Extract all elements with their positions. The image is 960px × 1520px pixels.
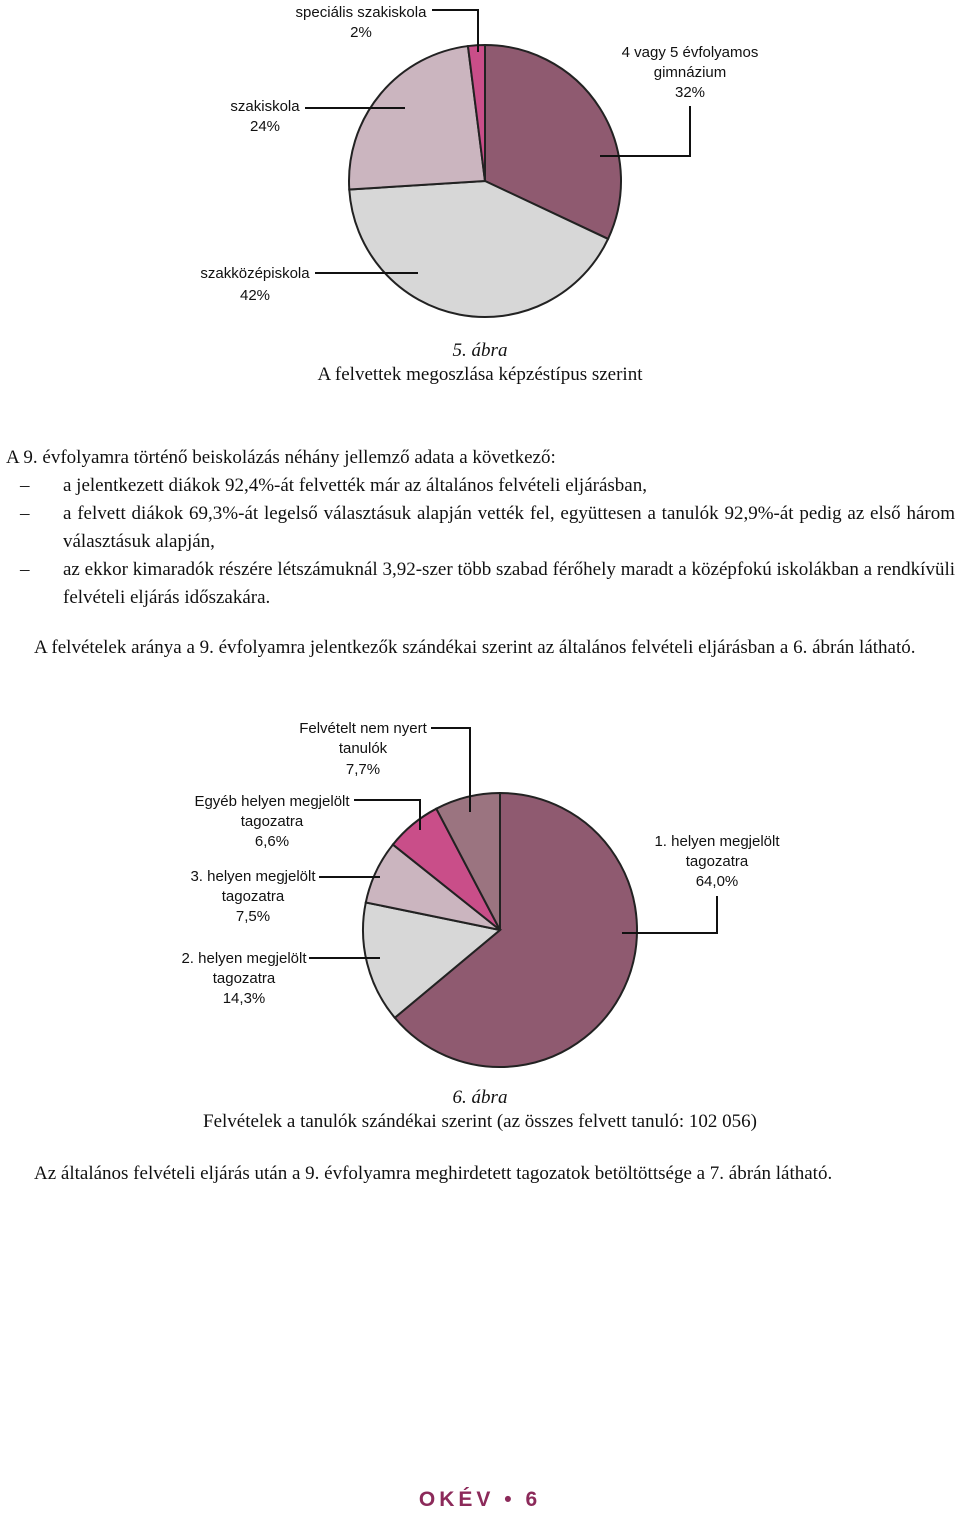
figure-5-title: A felvettek megoszlása képzéstípus szerint <box>317 364 643 385</box>
svg-text:szakközépiskola: szakközépiskola <box>200 265 310 282</box>
svg-text:3. helyen megjelölt: 3. helyen megjelölt <box>190 868 316 885</box>
label-elso-helyen <box>622 833 780 933</box>
svg-text:2%: 2% <box>350 24 372 41</box>
label-egyeb-helyen <box>194 793 420 850</box>
page-footer <box>0 1488 960 1512</box>
footer-separator: • <box>504 1488 516 1511</box>
svg-text:32%: 32% <box>674 84 706 101</box>
label-special <box>296 4 478 52</box>
bullet-item: – az ekkor kimaradók részére létszámuknál 3,92-szer több szabad férőhely maradt a középfokú iskolákban a rendkívüli felvételi eljárás időszakára. <box>6 556 955 612</box>
label-masodik-helyen <box>181 950 380 1007</box>
pie-slices <box>349 45 621 317</box>
pie-slices <box>363 793 637 1067</box>
bullet-item: – a jelentkezett diákok 92,4%-át felvették már az általános felvételi eljárásban, <box>6 472 955 500</box>
paragraph-figure7-intro: Az általános felvételi eljárás után a 9. évfolyamra meghirdetett tagozatok betöltöttsége a 7. ábrán látható. <box>34 1163 833 1184</box>
svg-text:tagozatra: tagozatra <box>685 853 749 870</box>
svg-text:tagozatra: tagozatra <box>221 888 285 905</box>
svg-text:gimnázium: gimnázium <box>653 64 727 81</box>
pie-chart-5 <box>0 0 960 340</box>
label-gimnazium <box>600 44 758 156</box>
figure-6-caption <box>0 1086 960 1134</box>
svg-text:24%: 24% <box>249 118 281 135</box>
svg-text:tagozatra: tagozatra <box>212 970 276 987</box>
figure-6-number: 6. ábra <box>452 1087 508 1108</box>
paragraph-figure6-intro: A felvételek aránya a 9. évfolyamra jelentkezők szándékai szerint az általános felvételi eljárásban a 6. ábrán látható. <box>34 637 916 658</box>
svg-text:1. helyen megjelölt: 1. helyen megjelölt <box>654 833 780 850</box>
svg-text:speciális szakiskola: speciális szakiskola <box>295 4 427 21</box>
bullet-list <box>6 472 955 612</box>
svg-text:7,7%: 7,7% <box>345 761 381 778</box>
pie-chart-6 <box>0 700 960 1090</box>
label-harmadik-helyen <box>190 868 380 925</box>
page-number: 6 <box>525 1488 542 1511</box>
svg-text:Felvételt nem nyert: Felvételt nem nyert <box>299 720 427 737</box>
intro-paragraph: A 9. évfolyamra történő beiskolázás néhány jellemző adata a következő: <box>6 447 556 468</box>
svg-text:szakiskola: szakiskola <box>230 98 300 115</box>
svg-text:4 vagy 5 évfolyamos: 4 vagy 5 évfolyamos <box>621 44 759 61</box>
svg-text:2. helyen megjelölt: 2. helyen megjelölt <box>181 950 307 967</box>
svg-text:tanulók: tanulók <box>338 740 388 757</box>
svg-text:64,0%: 64,0% <box>695 873 739 890</box>
figure-5-number: 5. ábra <box>452 340 508 361</box>
footer-brand: OKÉV <box>418 1488 495 1511</box>
figure-6-title: Felvételek a tanulók szándékai szerint (az összes felvett tanuló: 102 056) <box>203 1111 757 1132</box>
svg-text:tagozatra: tagozatra <box>240 813 304 830</box>
pie-slice-3 <box>349 46 485 189</box>
bullet-item: – a felvett diákok 69,3%-át legelső választásuk alapján vették fel, együttesen a tanulók 92,9%-át pedig az első három választásuk alapján, <box>6 500 955 556</box>
svg-text:7,5%: 7,5% <box>235 908 271 925</box>
svg-text:6,6%: 6,6% <box>254 833 290 850</box>
svg-text:42%: 42% <box>239 287 271 304</box>
svg-text:14,3%: 14,3% <box>222 990 266 1007</box>
figure-5-caption <box>0 339 960 387</box>
svg-text:Egyéb helyen megjelölt: Egyéb helyen megjelölt <box>194 793 350 810</box>
